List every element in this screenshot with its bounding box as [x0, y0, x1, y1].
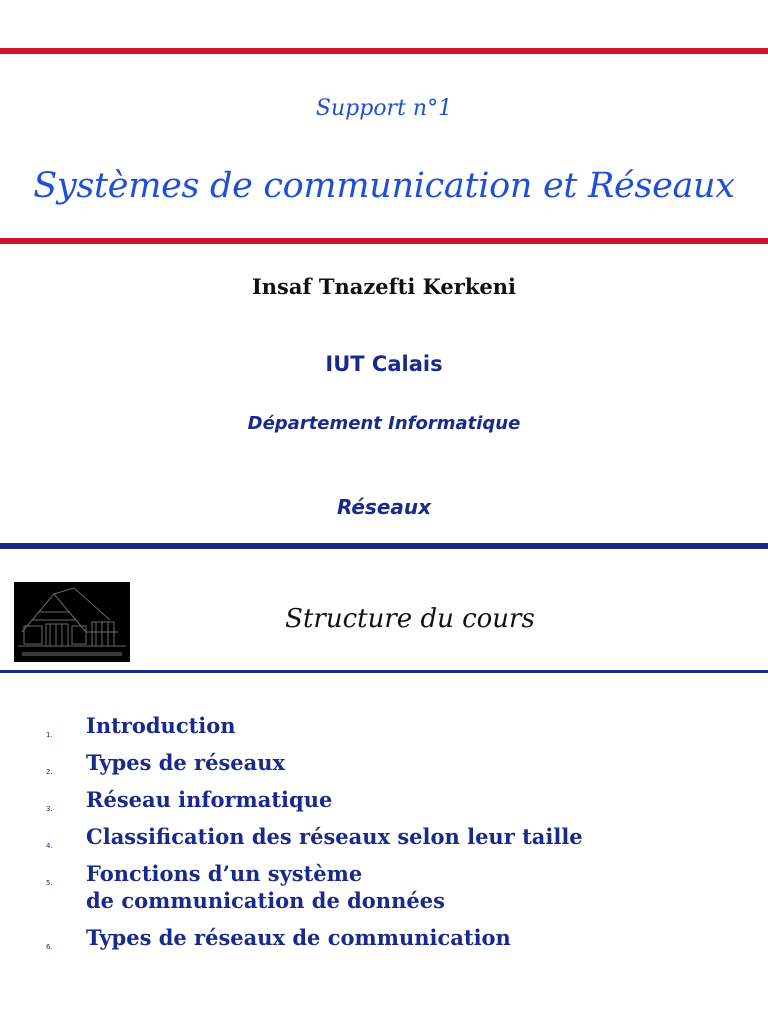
toc-item-number: 6.: [46, 943, 53, 951]
page-title: Systèmes de communication et Réseaux: [33, 166, 735, 206]
toc-item: [0, 786, 768, 813]
author-name: Insaf Tnazefti Kerkeni: [251, 274, 517, 299]
toc-item-label: Types de réseaux: [86, 750, 286, 775]
toc-item: [0, 749, 768, 776]
toc-item-label: Classification des réseaux selon leur taille: [86, 824, 583, 849]
section-rule: [0, 670, 768, 673]
toc-item: [0, 823, 768, 850]
support-label: Support n°1: [315, 96, 453, 121]
course-name: Réseaux: [336, 495, 432, 519]
top-red-rule: [0, 48, 768, 54]
toc-item-label: Fonctions d’un système: [86, 861, 363, 886]
toc-item: [0, 712, 768, 739]
toc-item-label: Réseau informatique: [86, 787, 333, 812]
toc-item-number: 2.: [46, 768, 53, 776]
toc-item-number: 1.: [46, 731, 53, 739]
section-title: Structure du cours: [285, 604, 535, 634]
table-of-contents: [0, 712, 768, 961]
toc-item: [0, 924, 768, 951]
department-name: Département Informatique: [247, 413, 521, 434]
toc-item-number: 3.: [46, 805, 53, 813]
toc-item-label: Types de réseaux de communication: [86, 925, 511, 950]
middle-red-rule: [0, 238, 768, 244]
toc-item: [0, 860, 768, 914]
school-name: IUT Calais: [325, 352, 443, 376]
toc-item-number: 5.: [46, 879, 53, 887]
toc-item-label: Introduction: [86, 713, 236, 738]
blue-rule: [0, 543, 768, 549]
toc-item-label: de communication de données: [86, 888, 445, 913]
iut-building-logo: [14, 582, 130, 662]
toc-item-number: 4.: [46, 842, 53, 850]
